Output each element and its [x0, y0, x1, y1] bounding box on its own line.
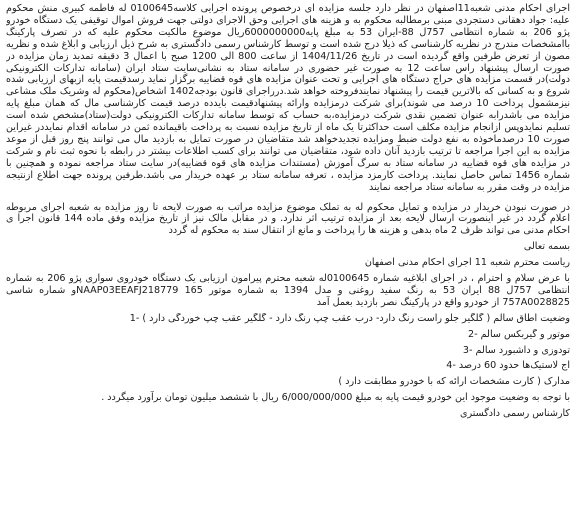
conclusion-paragraph: با توجه به وضعیت موجود این خودرو قیمت پایه به مبلغ 6/000/000/000 ریال با ششصد میلیون تومان برآورد میگردد .: [101, 392, 570, 404]
item-interior-dashboard: تودوزی و داشبورد سالم -3: [462, 344, 570, 356]
item-engine-gearbox: موتور و گیربکس سالم -2: [468, 328, 570, 340]
owner-claim-paragraph: در صورت نبودن خریدار در مزایده و تمایل محکوم له به تملک موضوع مزایده مراتب به صورت لایحه تا روز مزایده به شعبه اجرای مربوطه اعلام گردد در غیر اینصورت ارسال لایحه بعد از مزایده ترتیب اثر ندارد. و در مقابل مالک نیز از تاریخ مزایده وفق ماده 144 قانون اجرا ی احکام مدنی می تواند ظرف 2 ماه بدهی و هزینه ها را پرداخت و مانع از انتقال سند به محکوم له گردد: [6, 201, 570, 237]
auction-notice: [6, 3, 570, 526]
expert-signature: کارشناس رسمی دادگستری: [459, 408, 570, 420]
addressee: ریاست محترم شعبه 11 اجرای احکام مدنی اصفهان: [364, 257, 570, 269]
item-tire-tread: آج لاستیک‌ها حدود 60 درصد -4: [446, 360, 570, 372]
intro-paragraph: اجرای احکام مدنی شعبه11اصفهان در نظر دارد جلسه مزایده ای درخصوص پرونده اجرایی کلاسه0100645 له فاطمه کبیری منش محکوم علیه: جواد دهقانی دستجردی مبنی برمطالبه محکوم به و هزینه های اجرایی وحق الاجرای دولتی جهت فروش اموال توقیفی یک دستگاه خودرو پژو 206 به شماره انتظامی 757ل 88-ایران 53 به مبلغ پایه6000000000ریال موضوع مالکیت محکوم علیه که در تصرف پارکینگ باامشخصات مندرج در نظریه کارشناسی که ذیلا درج شده است و توسط کارشناس رسمی دادگستری به شرح ذیل ارزیابی و ابلاغ شده و نظریه مصون از تعرض طرفین واقع گردیده است در تاریخ 1404/11/26 از ساعت 800 الی 1200 صبح با اعمال 3 دقیقه تمدید زمان مزایده در صورت ارسال پیشنهاد راس ساعت 12 به صورت غیر حضوری در سامانه ستاد به نشانی‌سایت ستاد ایران (سامانه تدارکات الکترونیکی دولت)در قسمت مزایده های حراج دستگاه های اجرایی و تحت عنوان مزایده های قوه قضاییه برگزار نماید رسدقیمت پایه ازبهای ارزیابی شده شروع و به کسانی که بالاترین قیمت را پیشنهاد نمایندفروخته خواهد شد.درراجرای قانون بودجه1402 اشخاص(محکوم له وشریک ملک مشاعی نیزمشمول پرداخت 10 درصد می شوند)برای شرکت درمزایده وارائه پیشنهادقیمت بایدده درصد قیمت کارشناسی مال که همان مبلغ پایه مزایده می باشدرابه عنوان تضمین نقدی شرکت درمزایده،به حساب که توسط سامانه تدارکات الکترونیکی دولت(ستاد)مشخص شده است تسلیم نمایدوپس ازانجام مزایده مکلف است حداکثرتا یک ماه از تاریخ مزایده نسبت به پرداخت باقیمانده ثمن در سامانه اقدام نمایددر غیراین صورت 10 درصدماخوذه به نفع دولت ضبط ومزایده تجدیدخواهد شد متقاضیان در صورت تمایل به بازدید مال می توانند پنج روز قبل از موعد مزایده به این اجرا مراجعه تا ترتیب بازدید آنان داده شود، متقاضیان می توانند برای کسب اطلاعات بیشتر در رابطه با نحوه ثبت نام و شرکت در مزایده های قوه قضاییه در سامانه ستاد به سرگ آموزش (مستندات مزایده های قوه قضاییه)در سایت ستاد مراجعه نموده و همچنین با شماره 1456 تماس حاصل نمایند. پرداخت کارمزد مزایده ، تعرفه سامانه ستاد بر عهده خریدار می باشد.طرفین پرونده جهت اطلاع ازنتیجه مزایده در وقت مقرر به سامانه ستاد مراجعه نمایند: [6, 3, 570, 193]
item-body-condition: وضعیت اطاق سالم ( گلگیر جلو راست رنگ دارد- درب عقب چپ رنگ دارد - گلگیر عقب چپ خوردگی دارد ) -1: [129, 312, 570, 324]
item-documents: مدارک ( کارت مشخصات ارائه که با خودرو مطابقت دارد ): [338, 376, 570, 388]
salutation: بسمه تعالی: [523, 241, 570, 253]
report-paragraph: با عرض سلام و احترام ، در اجرای ابلاغیه شماره 0100645له شعبه محترم پیرامون ارزیابی یک دستگاه خودروی سواری پژو 206 به شماره انتظامی 757ل 88 ایران 53 به رنگ سفید روغنی و مدل 1394 به شماره موتور 165 NAAP03EEAFJ218779و شماره شاسی 757A0028825 از خودرو واقع در پارکینگ نصر بازدید بعمل آمد: [6, 273, 570, 308]
